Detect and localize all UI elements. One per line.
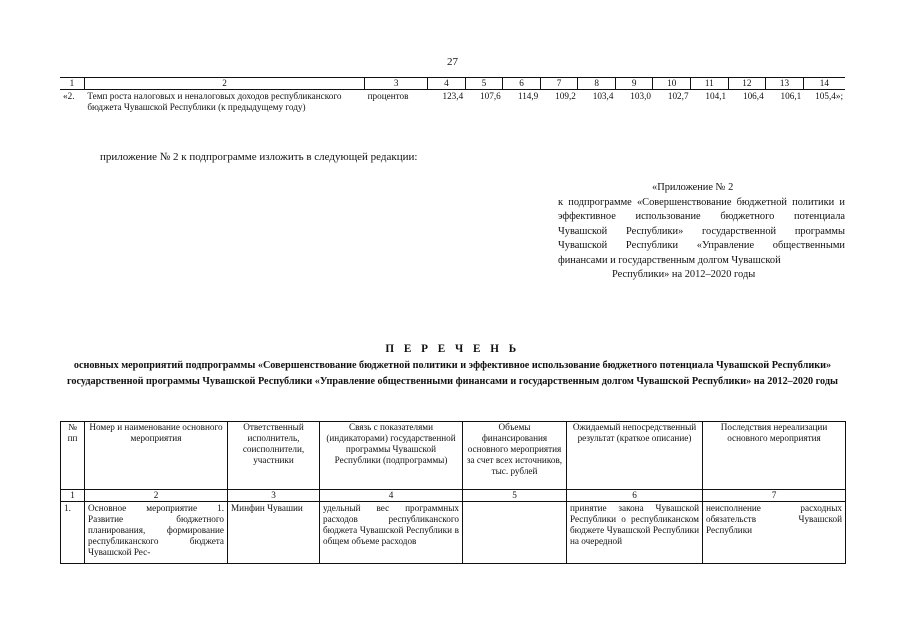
appendix-body: к подпрограмме «Совершенствование бюджетной политики и эффективное использование бюджетного потенциала Чувашской Республики» государственной программы Чувашской Республики «Управление общественными финансами и государственным долгом Чувашской <box>558 196 845 266</box>
indicator-value: 103,0 <box>630 91 651 101</box>
responsible-executor: Минфин Чувашии <box>228 502 320 564</box>
column-numbers-row <box>61 490 846 502</box>
list-title: П Е Р Е Ч Е Н Ь <box>385 343 520 355</box>
column-number: 14 <box>803 78 845 90</box>
expected-result: принятие закона Чувашской Республики о республиканском бюджете Чувашской Республики на очередной <box>567 502 703 564</box>
column-number: 5 <box>465 78 503 90</box>
appendix-last-line: Республики» на 2012–2020 годы <box>612 269 756 280</box>
indicator-value: 109,2 <box>555 91 576 101</box>
column-number: 3 <box>228 490 320 502</box>
indicator-value: 123,4 <box>442 91 464 101</box>
header-cell: № пп <box>61 422 85 490</box>
indicator-value: 102,7 <box>667 91 689 101</box>
funding-volume <box>463 502 567 564</box>
intro-text: приложение № 2 к подпрограмме изложить в следующей редакции: <box>100 151 418 163</box>
table-row <box>61 502 846 564</box>
measures-table-header <box>61 422 846 490</box>
appendix-block <box>558 181 845 283</box>
list-subtitle: основных мероприятий подпрограммы «Совершенствование бюджетной политики и эффективное использование бюджетного потенциала Чувашской Республики» государственной программы Чувашской Республики «Управление общественными финансами и государственным долгом Чувашской Республики» на 2012–2020 годы <box>67 360 838 387</box>
indicators-table <box>60 77 845 113</box>
column-number: 11 <box>691 78 729 90</box>
column-number: 1 <box>61 490 85 502</box>
column-number: 5 <box>463 490 567 502</box>
header-cell: Последствия нереализации основного мероприятия <box>703 422 846 490</box>
indicator-name: Темп роста налоговых и неналоговых доходов республиканского бюджета Чувашской Республики (к предыдущему году) <box>87 91 342 112</box>
measure-name: Основное мероприятие 1. Развитие бюджетного планирования, формирование республиканского бюджета Чувашской Рес- <box>85 502 228 564</box>
column-number: 6 <box>503 78 541 90</box>
column-number: 7 <box>540 78 578 90</box>
header-cell: Объемы финансирования основного мероприятия за счет всех источников, тыс. рублей <box>463 422 567 490</box>
page-number: 27 <box>447 56 458 68</box>
indicator-link: удельный вес программных расходов республиканского бюджета Чувашской Республики в общем объеме расходов <box>320 502 463 564</box>
column-number: 8 <box>578 78 616 90</box>
appendix-title: «Приложение № 2 <box>652 182 734 193</box>
column-number: 10 <box>653 78 691 90</box>
header-cell: Ответственный исполнитель, соисполнители, участники <box>228 422 320 490</box>
column-number: 4 <box>320 490 463 502</box>
indicator-value: 114,9 <box>517 91 539 101</box>
column-number: 13 <box>766 78 804 90</box>
indicators-table-header <box>60 78 845 90</box>
row-number: «2. <box>63 91 75 101</box>
table-row <box>60 90 845 114</box>
indicator-value: 104,1 <box>705 91 727 101</box>
indicator-value: 106,1 <box>780 91 802 101</box>
column-number: 12 <box>728 78 766 90</box>
column-number: 9 <box>615 78 653 90</box>
indicator-value: 105,4»; <box>815 91 843 101</box>
header-cell: Номер и наименование основного мероприятия <box>85 422 228 490</box>
indicator-value: 106,4 <box>742 91 764 101</box>
indicator-value: 103,4 <box>592 91 614 101</box>
row-number: 1. <box>61 502 85 564</box>
column-number: 2 <box>84 78 364 90</box>
column-number: 2 <box>85 490 228 502</box>
header-cell: Связь с показателями (индикаторами) государственной программы Чувашской Республики (подпрограммы) <box>320 422 463 490</box>
column-number: 4 <box>428 78 466 90</box>
indicator-unit: процентов <box>367 91 409 101</box>
column-number: 3 <box>365 78 428 90</box>
column-number: 7 <box>703 490 846 502</box>
measures-table <box>60 421 846 564</box>
column-number: 1 <box>60 78 84 90</box>
non-implementation-consequences: неисполнение расходных обязательств Чувашской Республики <box>703 502 846 564</box>
indicator-value: 107,6 <box>480 91 501 101</box>
header-cell: Ожидаемый непосредственный результат (краткое описание) <box>567 422 703 490</box>
column-number: 6 <box>567 490 703 502</box>
